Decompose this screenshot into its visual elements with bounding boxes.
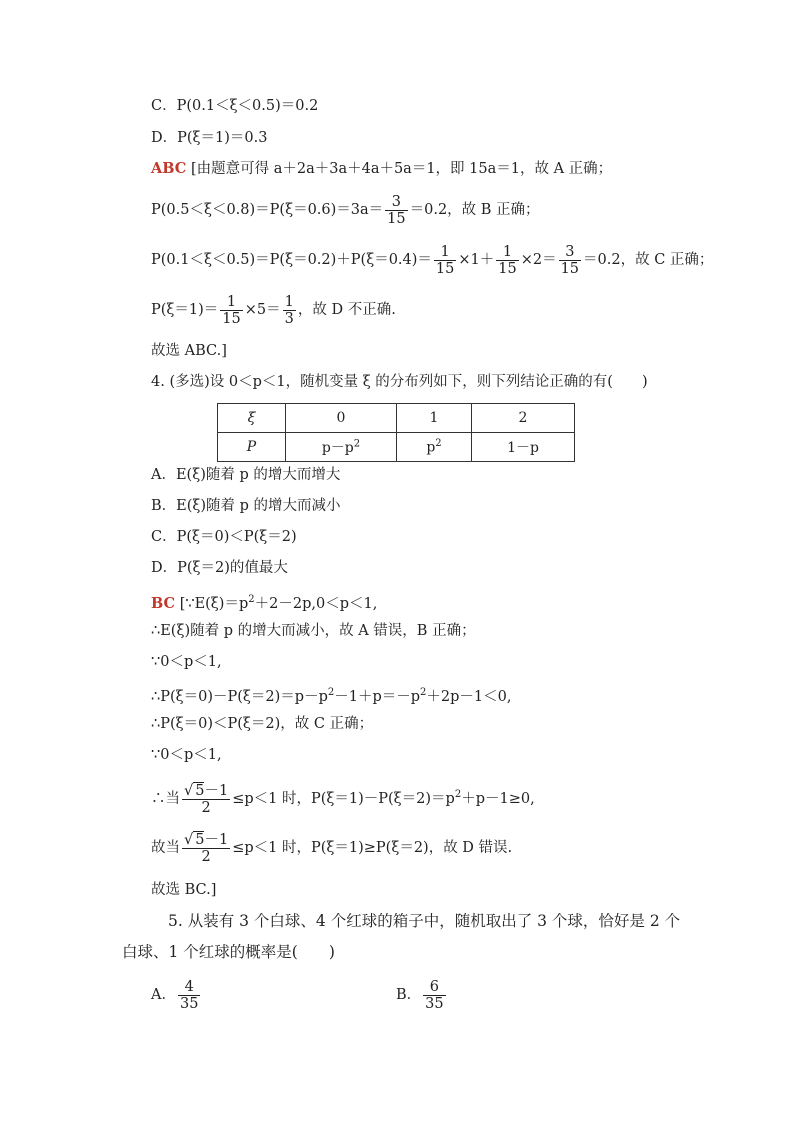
table-cell: 1 [397, 404, 472, 433]
q4-solution-line-7 [151, 773, 535, 817]
q3-solution-line-4 [151, 290, 396, 330]
exponent: 2 [327, 687, 335, 698]
fraction-1-3 [283, 294, 296, 327]
exponent: 2 [454, 789, 462, 800]
table-cell [286, 433, 397, 462]
q3-sol4-times-5: ×5＝ [244, 302, 281, 318]
q3-answer-key: ABC [151, 160, 187, 177]
fraction-denominator: 15 [435, 260, 455, 277]
fraction-numerator: 1 [284, 293, 294, 310]
q4-stem: 4. (多选)设 0＜p＜1，随机变量 ξ 的分布列如下，则下列结论正确的有( ) [151, 374, 648, 390]
table-cell: 2 [472, 404, 575, 433]
q3-sol2-pre: P(0.5＜ξ＜0.8)＝P(ξ＝0.6)＝3a＝ [151, 202, 384, 218]
q3-sol3-times-1: ×1＋ [458, 252, 495, 268]
fraction-denominator: 15 [387, 210, 406, 227]
q3-option-c: C．P(0.1＜ξ＜0.5)＝0.2 [151, 98, 319, 114]
fraction-1-15 [434, 244, 456, 277]
fraction-numerator: 1 [440, 243, 450, 260]
q3-solution-line-2 [151, 190, 540, 230]
q4-sol1-post: ＋2－2p,0＜p＜1, [254, 595, 378, 612]
numerator-rest: －1 [204, 782, 229, 799]
fraction-denominator: 2 [182, 848, 230, 865]
q4-sol4-b: －1＋p＝－p [334, 688, 421, 705]
fraction-numerator: 1 [226, 293, 237, 310]
option-label: B． [396, 987, 422, 1003]
distribution-table [217, 403, 575, 462]
exponent: 2 [248, 594, 255, 605]
q4-solution-line-2: ∴E(ξ)随着 p 的增大而减小，故 A 错误，B 正确； [151, 623, 476, 639]
sqrt-radicand: 5 [195, 782, 205, 799]
table-cell: 0 [286, 404, 397, 433]
fraction-denominator: 35 [425, 995, 444, 1012]
q3-sol3-pre: P(0.1＜ξ＜0.5)＝P(ξ＝0.2)＋P(ξ＝0.4)＝ [151, 252, 432, 268]
fraction-sqrt5-minus-1-over-2-b [182, 831, 230, 865]
cell-text: p－p [321, 440, 354, 456]
fraction-3-15 [385, 194, 407, 227]
q4-solution-line-4 [151, 683, 511, 707]
q3-option-d: D．P(ξ＝1)＝0.3 [151, 130, 268, 146]
q4-solution-line-6: ∵0＜p＜1, [151, 747, 222, 763]
table-cell: 1－p [472, 433, 575, 462]
q4-option-c: C．P(ξ＝0)＜P(ξ＝2) [151, 529, 297, 545]
q5-stem-line-2: 白球、1 个红球的概率是( ) [122, 943, 335, 961]
q4-solution-line-1 [151, 590, 377, 614]
table-row [218, 404, 575, 433]
q4-solution-line-3: ∵0＜p＜1, [151, 654, 222, 670]
fraction-denominator: 3 [284, 310, 294, 327]
q3-solution-text-1: [由题意可得 a＋2a＋3a＋4a＋5a＝1，即 15a＝1，故 A 正确； [190, 161, 613, 177]
q4-option-d: D．P(ξ＝2)的值最大 [151, 560, 288, 576]
fraction-denominator: 15 [222, 310, 241, 327]
fraction-numerator: √ 5－1 [184, 832, 229, 848]
exponent: 2 [420, 687, 427, 698]
q4-sol4-c: ＋2p－1＜0, [426, 688, 512, 705]
q4-sol4-a: ∴P(ξ＝0)－P(ξ＝2)＝p－p [151, 688, 328, 705]
exponent: 2 [435, 438, 442, 450]
q5-option-b [396, 973, 448, 1017]
table-row [218, 433, 575, 462]
q4-sol1-pre: [∵E(ξ)＝p [179, 595, 249, 612]
q3-sol3-times-2: ×2＝ [520, 252, 557, 268]
fraction-numerator: 6 [429, 978, 439, 995]
q3-sol2-post: ＝0.2，故 B 正确； [409, 202, 540, 218]
numerator-rest: －1 [204, 832, 229, 848]
q4-sol7-post: ＋p－1≥0, [461, 790, 535, 807]
q5-option-a [151, 973, 202, 1017]
q4-sol7-mid: ≤p＜1 时，P(ξ＝1)－P(ξ＝2)＝p [232, 790, 455, 807]
q4-answer-key: BC [151, 594, 176, 612]
q4-option-a: A．E(ξ)随着 p 的增大而增大 [151, 467, 341, 483]
fraction-denominator: 15 [498, 260, 517, 277]
q4-solution-line-5: ∴P(ξ＝0)＜P(ξ＝2)，故 C 正确； [151, 716, 374, 732]
q3-solution-line-1 [151, 159, 612, 179]
cell-text: p [426, 439, 436, 456]
fraction-numerator: √ 5－1 [184, 782, 229, 799]
fraction-numerator: 1 [502, 243, 513, 260]
fraction-numerator: 3 [565, 243, 575, 260]
q3-solution-line-3 [151, 240, 713, 280]
table-cell: P [218, 433, 286, 462]
fraction-1-15-b [496, 244, 518, 277]
q5-stem-line-1: 5. 从装有 3 个白球、4 个红球的箱子中，随机取出了 3 个球，恰好是 2 个 [168, 912, 681, 930]
fraction-numerator: 4 [184, 978, 194, 995]
fraction-denominator: 35 [179, 995, 199, 1012]
exponent: 2 [353, 438, 361, 450]
q3-sol4-pre: P(ξ＝1)＝ [151, 302, 219, 318]
fraction-denominator: 15 [560, 260, 580, 277]
table-cell: ξ [218, 404, 286, 433]
fraction-3-15-b [559, 244, 581, 277]
q4-sol8-pre: 故当 [151, 840, 180, 856]
q4-option-b: B．E(ξ)随着 p 的增大而减小 [151, 498, 341, 514]
q4-solution-line-8 [151, 826, 512, 870]
q4-conclusion: 故选 BC.] [151, 882, 217, 898]
fraction-denominator: 2 [182, 799, 230, 816]
q3-sol3-post: ＝0.2，故 C 正确； [583, 252, 714, 268]
fraction-1-15-c [220, 294, 242, 327]
q3-conclusion: 故选 ABC.] [151, 343, 227, 359]
fraction-sqrt5-minus-1-over-2 [182, 782, 230, 816]
sqrt-radicand: 5 [195, 832, 205, 848]
q3-sol4-post: ，故 D 不正确. [297, 302, 396, 318]
q4-sol8-post: ≤p＜1 时，P(ξ＝1)≥P(ξ＝2)，故 D 错误. [232, 840, 513, 856]
table-cell [397, 433, 472, 462]
fraction-6-35 [423, 979, 445, 1012]
q4-sol7-pre: ∴当 [151, 790, 180, 807]
option-label: A． [151, 987, 176, 1003]
fraction-4-35 [178, 979, 200, 1012]
fraction-numerator: 3 [391, 193, 402, 210]
